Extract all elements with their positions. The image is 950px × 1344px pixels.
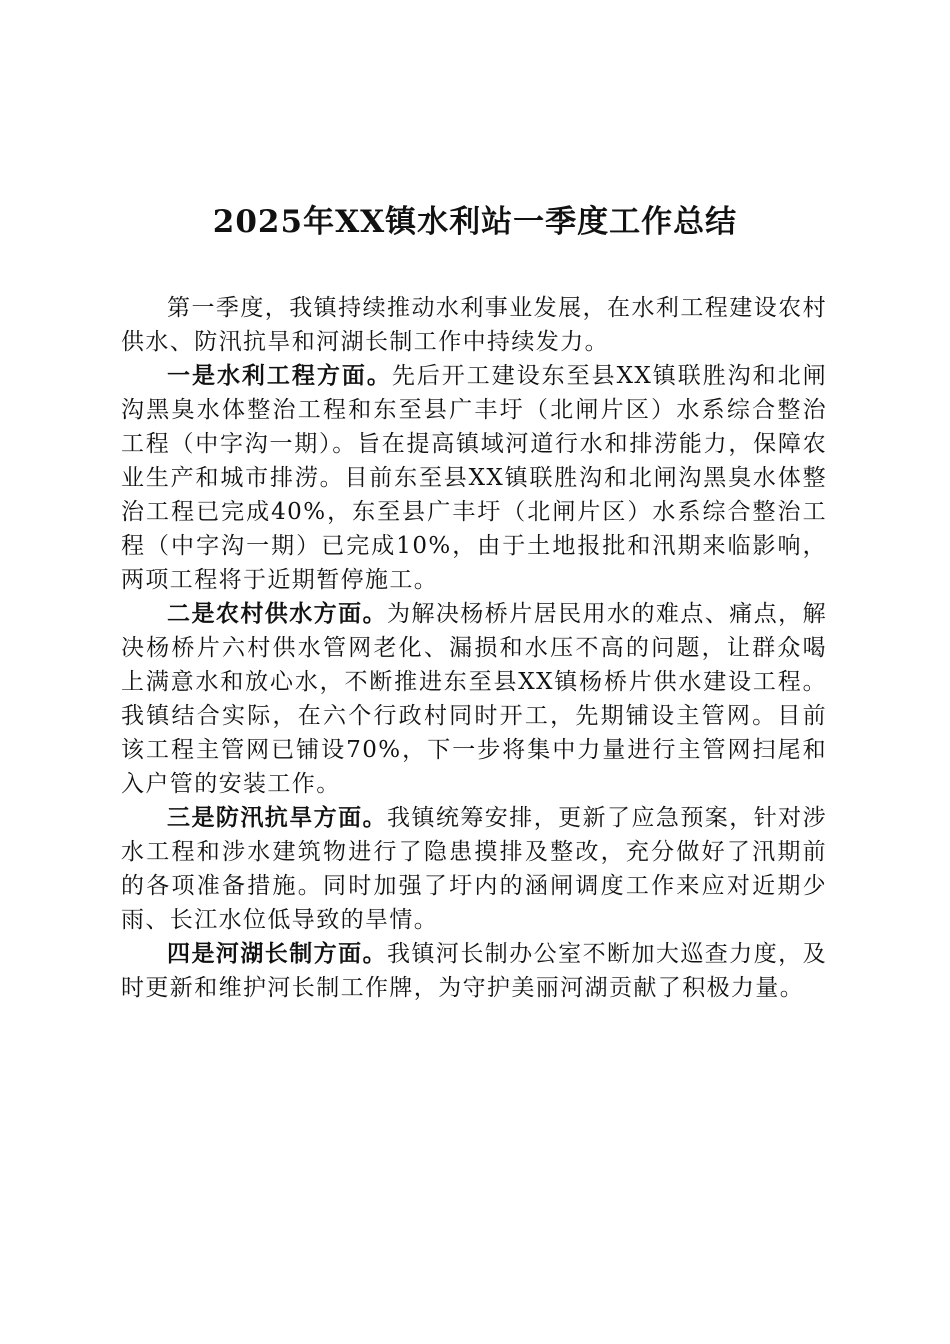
paragraph-lead: 二是农村供水方面。 (167, 600, 388, 627)
paragraph-water-projects (121, 359, 827, 597)
document-body (121, 291, 827, 1005)
paragraph-river-chief (121, 937, 827, 1005)
paragraph-flood-drought (121, 801, 827, 937)
paragraph-text: 我镇河长制办公室不断加大巡查力度，及时更新和维护河长制工作牌，为守护美丽河湖贡献了积极力量。 (121, 941, 827, 1001)
paragraph-rural-water-supply (121, 597, 827, 801)
paragraph-text: 先后开工建设东至县XX镇联胜沟和北闸沟黑臭水体整治工程和东至县广丰圩（北闸片区）水系综合整治工程（中字沟一期）。旨在提高镇域河道行水和排涝能力，保障农业生产和城市排涝。目前东至县XX镇联胜沟和北闸沟黑臭水体整治工程已完成40%，东至县广丰圩（北闸片区）水系综合整治工程（中字沟一期）已完成10%，由于土地报批和汛期来临影响，两项工程将于近期暂停施工。 (121, 363, 828, 593)
document-title: 2025年XX镇水利站一季度工作总结 (212, 204, 738, 240)
paragraph-lead: 一是水利工程方面。 (167, 362, 392, 389)
paragraph-lead: 三是防汛抗旱方面。 (167, 804, 388, 831)
paragraph-intro (121, 291, 827, 359)
paragraph-text: 我镇统筹安排，更新了应急预案，针对涉水工程和涉水建筑物进行了隐患摸排及整改，充分做好了汛期前的各项准备措施。同时加强了圩内的涵闸调度工作来应对近期少雨、长江水位低导致的旱情。 (121, 805, 827, 933)
paragraph-lead: 四是河湖长制方面。 (167, 940, 388, 967)
paragraph-text: 为解决杨桥片居民用水的难点、痛点，解决杨桥片六村供水管网老化、漏损和水压不高的问题，让群众喝上满意水和放心水，不断推进东至县XX镇杨桥片供水建设工程。我镇结合实际，在六个行政村同时开工，先期铺设主管网。目前该工程主管网已铺设70%，下一步将集中力量进行主管网扫尾和入户管的安装工作。 (121, 601, 827, 797)
paragraph-text: 第一季度，我镇持续推动水利事业发展，在水利工程建设农村供水、防汛抗旱和河湖长制工作中持续发力。 (121, 295, 827, 355)
